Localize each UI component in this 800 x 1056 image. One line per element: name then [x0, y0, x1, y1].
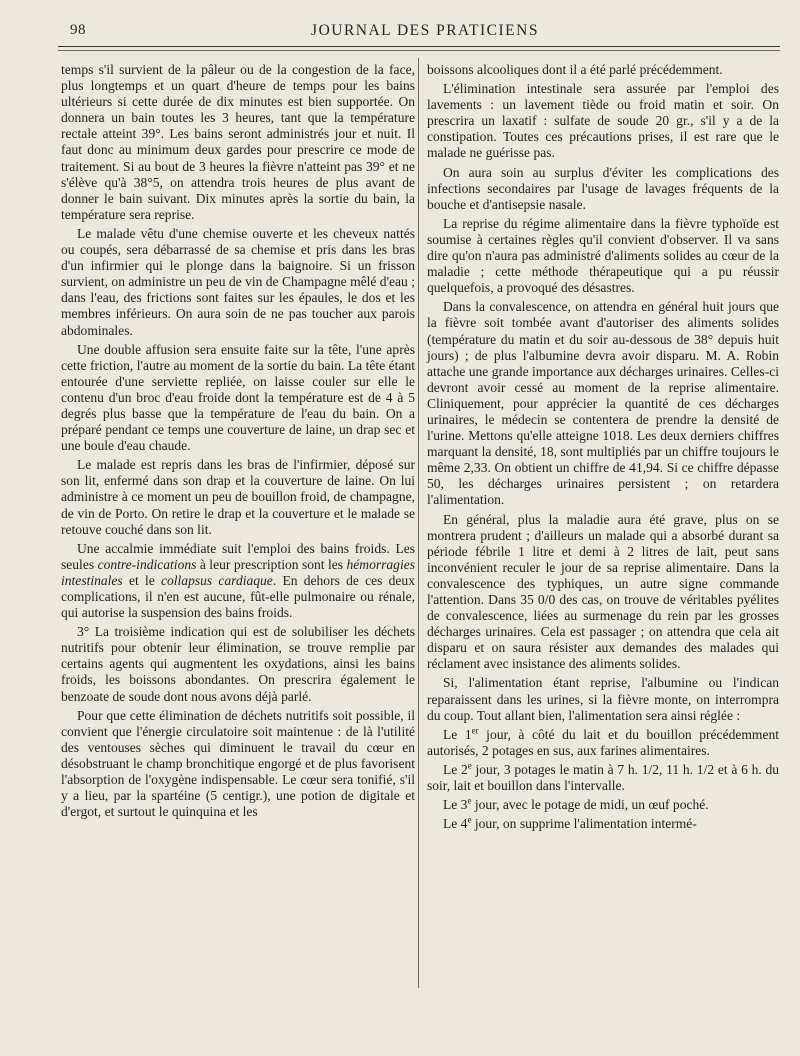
column-separator — [418, 58, 419, 988]
paragraph: 3° La troisième indication qui est de solubiliser les déchets nutritifs pour obtenir leur élimination, se trouve remplie par certains agents qui augmentent les oxydations, ainsi les bains froids, les boissons abondantes. On prescrira également le benzoate de soude dont nous avons déjà parlé. — [61, 624, 415, 704]
text-run: et le — [122, 572, 161, 588]
text-run: Le 4 — [443, 816, 468, 832]
italic-term: contre-indications — [97, 556, 197, 572]
paragraph — [61, 541, 415, 621]
text-run: jour, on supprime l'alimentation intermé- — [471, 816, 697, 832]
paragraph: Le malade est repris dans les bras de l'infirmier, déposé sur son lit, enfermé dans son drap et la couverture de laine. On lui administre à ce moment un peu de bouillon froid, de champagne, de vin de Porto. On retire le drap et la couverture et le malade se retouve couché dans son lit. — [61, 457, 415, 537]
paragraph: Une double affusion sera ensuite faite sur la tête, l'une après cette friction, l'autre au moment de la sortie du bain. La tête étant entourée d'une serviette repliée, on laisse couler sur elle le contenu d'un broc d'eau froide dont la température est de 4 à 5 degrés plus basse que la température de l'eau du bain. On a préparé pendant ce temps une couverture de laine, un drap sec et une boule d'eau chaude. — [61, 341, 415, 454]
paragraph — [427, 727, 779, 759]
text-run: à leur prescription sont les — [196, 556, 347, 572]
page-header — [70, 20, 780, 44]
header-rule-secondary — [58, 50, 780, 51]
text-run: Le 2 — [443, 761, 468, 777]
paragraph: On aura soin au surplus d'éviter les complications des infections secondaires par l'usage de lavages fréquents de la bouche et d'antisepsie nasale. — [427, 164, 779, 212]
page-number: 98 — [70, 22, 86, 38]
text-run: jour, 3 potages le matin à 7 h. 1/2, 11 h. 1/2 et à 6 h. du soir, lait et bouillon dans l'intervalle. — [427, 761, 780, 794]
paragraph — [427, 797, 779, 813]
paragraph: La reprise du régime alimentaire dans la fièvre typhoïde est soumise à certaines règles qu'il convient d'observer. Il va sans dire qu'on n'aura pas administré d'aliments solides au cœur de la maladie ; cette méthode thérapeutique qui a pu réussir quelquefois, a provoqué des désastres. — [427, 215, 779, 296]
paragraph: temps s'il survient de la pâleur ou de la congestion de la face, plus longtemps et un quart d'heure de temps pour les bains ultérieurs si cette durée de dix minutes est bien supportée. On donnera un bain toutes les 3 heures, tant que la température rectale atteint 39°. Les bains seront administrés jour et nuit. Il faut donc au minimum deux gardes pour prescrire ce mode de traitement. Si au bout de 3 heures la fièvre n'atteint pas 39° et ne s'élève qu'à 38°5, on attendra trois heures de plus avant de donner le bain suivant. Dix minutes après la sortie du bain, la température sera reprise. — [61, 62, 415, 222]
text-run: Une accalmie immédiate suit l'emploi des bains froids. Les seules — [61, 540, 415, 572]
text-run: Le 1 — [443, 726, 472, 742]
ordinal-suffix: e — [467, 795, 472, 806]
text-run: . En dehors de ces deux complications, il n'en est aucune, fût-elle pulmonaire ou rénale, qui autorise la suspension des bains froids. — [61, 572, 415, 621]
italic-term: hémorragies intestinales — [61, 556, 415, 588]
paragraph — [427, 816, 779, 832]
paragraph: Dans la convalescence, on attendra en général huit jours que la fièvre soit tombée avant d'autoriser des aliments solides (température du matin et du soir au-dessous de 38° depuis huit jours) ; de plus l'albumine devra avoir disparu. M. A. Robin attache une grande importance aux décharges urinaires. Celles-ci devront avoir cessé au moment de la reprise alimentaire. Cliniquement, pour apprécier la quantité de ces décharges urinaires, le médecin se contentera de prendre la densité de l'urine. Mettons qu'elle atteigne 1018. Les deux derniers chiffres marquant la densité, 18, sont multipliés par un chiffre toujours le même 2,33. On obtient un chiffre de 41,94. Si ce chiffre dépasse 50, les décharges urinaires persistent ; on retardera l'alimentation. — [427, 299, 779, 508]
journal-title: JOURNAL DES PRATICIENS — [311, 22, 539, 39]
ordinal-suffix: e — [467, 814, 472, 825]
paragraph: L'élimination intestinale sera assurée par l'emploi des lavements : un lavement tiède ou froid matin et soir. On prescrira un laxatif : sulfate de soude 20 gr., s'il y a de la constipation. Toutes ces précautions prises, il est rare que le malade ne guérisse pas. — [427, 81, 779, 161]
ordinal-suffix: e — [467, 760, 472, 771]
header-rule — [58, 46, 780, 47]
paragraph: Le malade vêtu d'une chemise ouverte et les cheveux nattés ou coupés, sera débarrassé de sa chemise et pris dans les bras d'un infirmier qui le plonge dans la baignoire. Si un frisson survient, on administre un peu de vin de Champagne mêlé d'eau ; dans l'eau, des frictions sont faites sur les épaules, le dos et les membres inférieurs. On aura soin de ne pas toucher aux parois abdominales. — [61, 225, 415, 338]
left-column — [61, 62, 415, 823]
paragraph: Pour que cette élimination de déchets nutritifs soit possible, il convient que l'énergie circulatoire soit maintenue : de là l'utilité des ventouses sèches qui diminuent le travail du cœur en désobstruant le champ bronchitique engorgé et de plus favorisent l'absorption de l'oxygène indispensable. Le cœur sera tonifié, s'il y a lieu, par la spartéine (5 centigr.), une potion de digitale et d'ergot, et surtout le quinquina et les — [61, 707, 415, 820]
right-column — [427, 62, 779, 835]
paragraph: Si, l'alimentation étant reprise, l'albumine ou l'indican reparaissent dans les urines, si la fièvre monte, on interrompra du coup. Tout allant bien, l'alimentation sera ainsi réglée : — [427, 675, 779, 723]
text-run: Le 3 — [443, 797, 468, 813]
italic-term: collapsus cardiaque — [160, 572, 273, 588]
paragraph: En général, plus la maladie aura été grave, plus on se montrera prudent ; d'ailleurs un malade qui a absorbé durant sa période fébrile 1 litre et demi à 2 litres de lait, peut sans inconvénient reculer le jour de sa reprise alimentaire. Dans la convalescence des typhiques, un autre signe commande l'attention. Dans 35 0/0 des cas, on trouve de véritables pyélites de convalescence, liées au surmenage du rein par les grosses décharges urinaires. Cela est passager ; on attendra que cela ait disparu et on saura résister aux demandes des malades qui réclament avec insistance des aliments solides. — [427, 511, 779, 672]
text-run: jour, à côté du lait et du bouillon précédemment autorisés, 2 potages en sus, aux farines alimentaires. — [427, 726, 779, 758]
ordinal-suffix: er — [471, 725, 479, 736]
text-run: jour, avec le potage de midi, un œuf poché. — [471, 797, 709, 813]
paragraph — [427, 762, 779, 794]
paragraph: boissons alcooliques dont il a été parlé précédemment. — [427, 62, 723, 77]
